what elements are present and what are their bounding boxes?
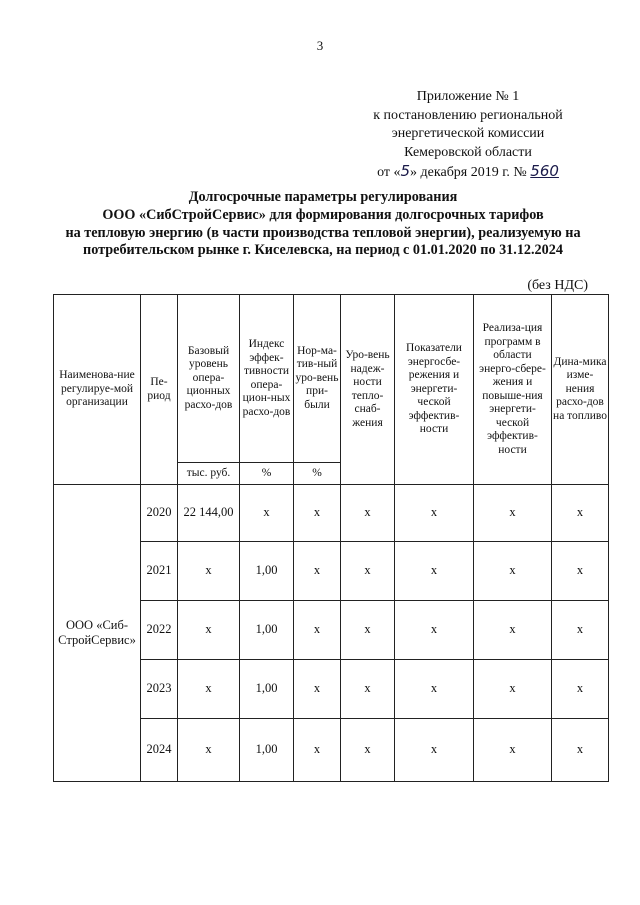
appendix-block [348,88,588,183]
cell-dynamics: х [552,601,609,660]
header-norm: Нор-ма-тив-ный уро-вень при-были [294,295,341,463]
cell-base: х [178,719,240,782]
cell-dynamics: х [552,542,609,601]
header-dynamics: Дина-мика изме-нения расхо-дов на топливо [552,295,609,485]
unit-index: % [240,463,294,485]
decree-number: 560 [530,162,559,180]
cell-index: 1,00 [240,542,294,601]
unit-norm: % [294,463,341,485]
document-title [40,189,606,260]
cell-year: 2020 [141,485,178,542]
cell-norm: х [294,601,341,660]
cell-reliability: х [341,542,395,601]
cell-norm: х [294,719,341,782]
cell-norm: х [294,660,341,719]
cell-year: 2024 [141,719,178,782]
cell-energy: х [395,601,474,660]
cell-base: х [178,542,240,601]
unit-base: тыс. руб. [178,463,240,485]
cell-programs: х [474,485,552,542]
cell-reliability: х [341,660,395,719]
appendix-line-1: Приложение № 1 [416,89,520,104]
cell-norm: х [294,485,341,542]
header-energy: Показатели энергосбе-режения и энергети-ческой эффектив-ности [395,295,474,485]
page-number: 3 [316,38,324,53]
title-line-1: Долгосрочные параметры регулирования [188,189,458,205]
cell-programs: х [474,542,552,601]
cell-year: 2021 [141,542,178,601]
cell-programs: х [474,660,552,719]
title-line-2: ООО «СибСтройСервис» для формирования долгосрочных тарифов [102,206,544,223]
date-day: 5 [400,162,411,180]
cell-programs: х [474,601,552,660]
cell-reliability: х [341,601,395,660]
appendix-line-3: энергетической комиссии [391,126,545,141]
header-org: Наименова-ние регулируе-мой организации [54,295,141,485]
cell-year: 2022 [141,601,178,660]
header-period: Пе-риод [141,295,178,485]
parameters-table [53,294,609,782]
header-programs: Реализа-ция программ в области энерго-сбере-жения и повыше-ния энергети-ческой эффектив-ности [474,295,552,485]
cell-energy: х [395,485,474,542]
cell-index: 1,00 [240,660,294,719]
cell-base: х [178,660,240,719]
cell-energy: х [395,542,474,601]
cell-dynamics: х [552,660,609,719]
vat-note: (без НДС) [527,278,588,293]
appendix-date [348,162,588,183]
cell-base: 22 144,00 [178,485,240,542]
cell-dynamics: х [552,719,609,782]
cell-energy: х [395,660,474,719]
header-reliability: Уро-вень надеж-ности тепло-снаб-жения [341,295,395,485]
appendix-line-4: Кемеровской области [404,144,532,160]
date-middle: » декабря 2019 г. № [410,165,531,180]
cell-energy: х [395,719,474,782]
title-line-3: на тепловую энергию (в части производства тепловой энергии), реализуемую на [65,224,581,241]
header-base: Базовый уровень опера-ционных расхо-дов [178,295,240,463]
title-line-4: потребительском рынке г. Киселевска, на период с 01.01.2020 по 31.12.2024 [83,242,563,259]
cell-reliability: х [341,485,395,542]
cell-index: 1,00 [240,719,294,782]
cell-norm: х [294,542,341,601]
header-index: Индекс эффек-тивности опера-цион-ных расхо-дов [240,295,294,463]
date-prefix: от « [377,165,401,180]
cell-index: 1,00 [240,601,294,660]
org-name-cell: ООО «Сиб-СтройСервис» [54,485,141,782]
cell-programs: х [474,719,552,782]
cell-year: 2023 [141,660,178,719]
cell-base: х [178,601,240,660]
cell-reliability: х [341,719,395,782]
cell-dynamics: х [552,485,609,542]
cell-index: х [240,485,294,542]
appendix-line-2: к постановлению региональной [373,107,563,123]
